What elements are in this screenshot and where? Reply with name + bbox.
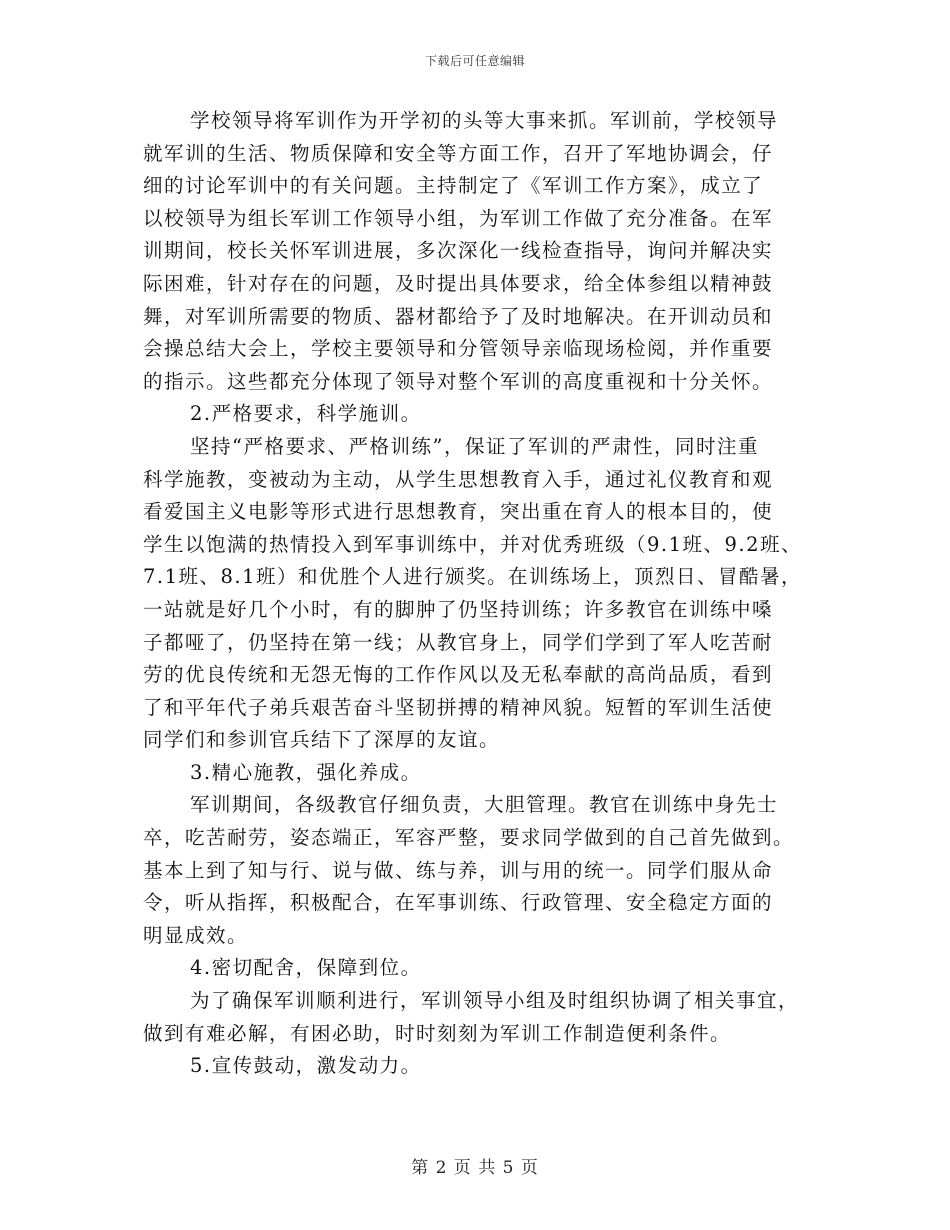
text-line: 会操总结大会上，学校主要领导和分管领导亲临现场检阅，并作重要 — [143, 337, 774, 361]
text-line: 了和平年代子弟兵艰苦奋斗坚韧拼搏的精神风貌。短暂的军训生活使 — [143, 695, 774, 719]
text-line: 细的讨论军训中的有关问题。主持制定了《军训工作方案》，成立了 — [143, 174, 764, 198]
section-heading: 5.宣传鼓动，激发动力。 — [190, 1054, 422, 1078]
section-heading-3 — [143, 757, 803, 790]
paragraph-cooperation — [143, 985, 803, 1050]
paragraph-strict-training — [143, 431, 803, 757]
text-line: 际困难，针对存在的问题，及时提出具体要求，给全体参组以精神鼓 — [143, 271, 774, 295]
section-heading: 4.密切配舍，保障到位。 — [190, 956, 422, 980]
section-heading: 2.严格要求，科学施训。 — [190, 402, 422, 426]
section-heading-4 — [143, 952, 803, 985]
text-line: 训期间，校长关怀军训进展，多次深化一线检查指导，询问并解决实 — [143, 239, 774, 263]
section-heading-2 — [143, 398, 803, 431]
text-line: 一站就是好几个小时，有的脚肿了仍坚持训练；许多教官在训练中嗓 — [143, 597, 774, 621]
document-body — [143, 105, 803, 1083]
text-line: 学校领导将军训作为开学初的头等大事来抓。军训前，学校领导 — [190, 109, 779, 132]
text-line: 明显成效。 — [143, 923, 249, 947]
text-line: 基本上到了知与行、说与做、练与养，训与用的统一。同学们服从命 — [143, 858, 774, 882]
paragraph-careful-teaching — [143, 789, 803, 952]
page-number-footer: 第 2 页 共 5 页 — [411, 1158, 539, 1178]
text-line: 劳的优良传统和无怨无悔的工作作风以及无私奉献的高尚品质，看到 — [143, 663, 774, 687]
text-line: 7.1班、8.1班）和优胜个人进行颁奖。在训练场上，顶烈日、冒酷暑， — [143, 565, 803, 589]
section-heading: 3.精心施教，强化养成。 — [190, 760, 422, 784]
text-line: 的指示。这些都充分体现了领导对整个军训的高度重视和十分关怀。 — [143, 369, 774, 393]
section-heading-5 — [143, 1050, 803, 1083]
text-line: 军训期间，各级教官仔细负责，大胆管理。教官在训练中身先士 — [190, 793, 779, 817]
text-line: 以校领导为组长军训工作领导小组，为军训工作做了充分准备。在军 — [143, 206, 774, 230]
text-line: 科学施教，变被动为主动，从学生思想教育入手，通过礼仪教育和观 — [143, 467, 774, 491]
text-line: 为了确保军训顺利进行，军训领导小组及时组织协调了相关事宜， — [190, 989, 800, 1013]
paragraph-leadership — [143, 105, 803, 398]
page-header: 下载后可任意编辑 — [424, 54, 525, 68]
text-line: 同学们和参训官兵结下了深厚的友谊。 — [143, 728, 501, 752]
text-line: 学生以饱满的热情投入到军事训练中，并对优秀班级（9.1班、9.2班、 — [143, 532, 803, 556]
text-line: 就军训的生活、物质保障和安全等方面工作，召开了军地协调会，仔 — [143, 141, 774, 165]
text-line: 看爱国主义电影等形式进行思想教育，突出重在育人的根本目的，使 — [143, 500, 774, 524]
text-line: 坚持“严格要求、严格训练”，保证了军训的严肃性，同时注重 — [190, 434, 759, 458]
text-line: 子都哑了，仍坚持在第一线；从教官身上，同学们学到了军人吃苦耐 — [143, 630, 774, 654]
text-line: 卒，吃苦耐劳，姿态端正，军容严整，要求同学做到的自己首先做到。 — [143, 826, 795, 850]
text-line: 舞，对军训所需要的物质、器材都给予了及时地解决。在开训动员和 — [143, 304, 774, 328]
text-line: 令，听从指挥，积极配合，在军事训练、行政管理、安全稳定方面的 — [143, 891, 774, 915]
text-line: 做到有难必解，有困必助，时时刻刻为军训工作制造便利条件。 — [143, 1021, 732, 1045]
